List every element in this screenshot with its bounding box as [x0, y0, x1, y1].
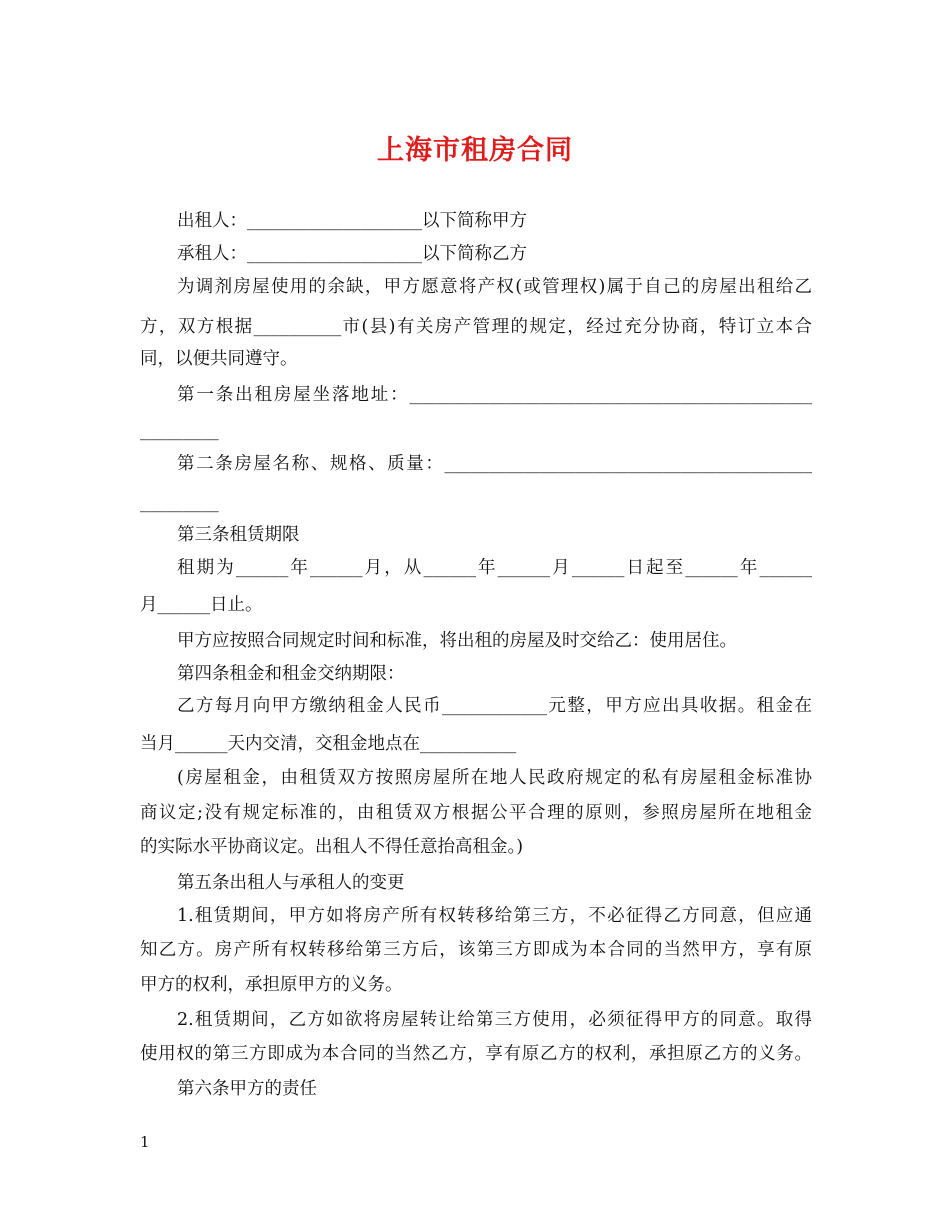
lease-term-line-1: 租期为______年______月，从______年______月______日起至______年______	[177, 558, 812, 578]
change-clause-1-line-1: 1.租赁期间，甲方如将房产所有权转移给第三方，不必征得乙方同意，但应通	[177, 906, 812, 926]
rent-note-line-3: 的实际水平协商议定。出租人不得任意抬高租金。)	[140, 837, 524, 857]
article-2-property: 第二条房屋名称、规格、质量：__________________________________________	[177, 454, 812, 474]
preamble-line-3: 同，以便共同遵守。	[140, 349, 298, 369]
change-clause-2-line-2: 使用权的第三方即成为本合同的当然乙方，享有原乙方的权利，承担原乙方的义务。	[140, 1044, 812, 1064]
lease-term-line-2: 月______日止。	[140, 595, 263, 615]
change-clause-1-line-3: 甲方的权利，承担原甲方的义务。	[140, 975, 403, 995]
article-6-heading: 第六条甲方的责任	[177, 1079, 317, 1099]
tenant-line: 承租人：____________________以下简称乙方	[177, 244, 527, 264]
rent-note-line-1: (房屋租金，由租赁双方按照房屋所在地人民政府规定的私有房屋租金标准协	[177, 768, 812, 788]
change-clause-2-line-1: 2.租赁期间，乙方如欲将房屋转让给第三方使用，必须征得甲方的同意。取得	[177, 1010, 812, 1030]
article-3-heading: 第三条租赁期限	[177, 525, 300, 545]
article-4-heading: 第四条租金和租金交纳期限：	[177, 664, 405, 684]
preamble-line-1: 为调剂房屋使用的余缺，甲方愿意将产权(或管理权)属于自己的房屋出租给乙	[177, 277, 812, 297]
document-title: 上海市租房合同	[377, 135, 573, 166]
change-clause-1-line-2: 知乙方。房产所有权转移给第三方后，该第三方即成为本合同的当然甲方，享有原	[140, 940, 812, 960]
article-1-address: 第一条出租房屋坐落地址：______________________________________________	[177, 385, 812, 405]
preamble-line-2: 方，双方根据__________市(县)有关房产管理的规定，经过充分协商，特订立本合	[140, 317, 812, 337]
page-number: 1	[140, 1133, 150, 1151]
landlord-line: 出租人：____________________以下简称甲方	[177, 211, 527, 231]
handover-line: 甲方应按照合同规定时间和标准，将出租的房屋及时交给乙：使用居住。	[177, 631, 737, 651]
rent-line-1: 乙方每月向甲方缴纳租金人民币____________元整，甲方应出具收据。租金在	[177, 696, 812, 716]
article-5-heading: 第五条出租人与承租人的变更	[177, 873, 405, 893]
rent-note-line-2: 商议定;没有规定标准的，由租赁双方根据公平合理的原则，参照房屋所在地租金	[140, 803, 812, 823]
article-2-continuation: _________	[140, 493, 219, 513]
article-1-continuation: _________	[140, 421, 219, 441]
rent-line-2: 当月______天内交清，交租金地点在___________	[140, 734, 517, 754]
